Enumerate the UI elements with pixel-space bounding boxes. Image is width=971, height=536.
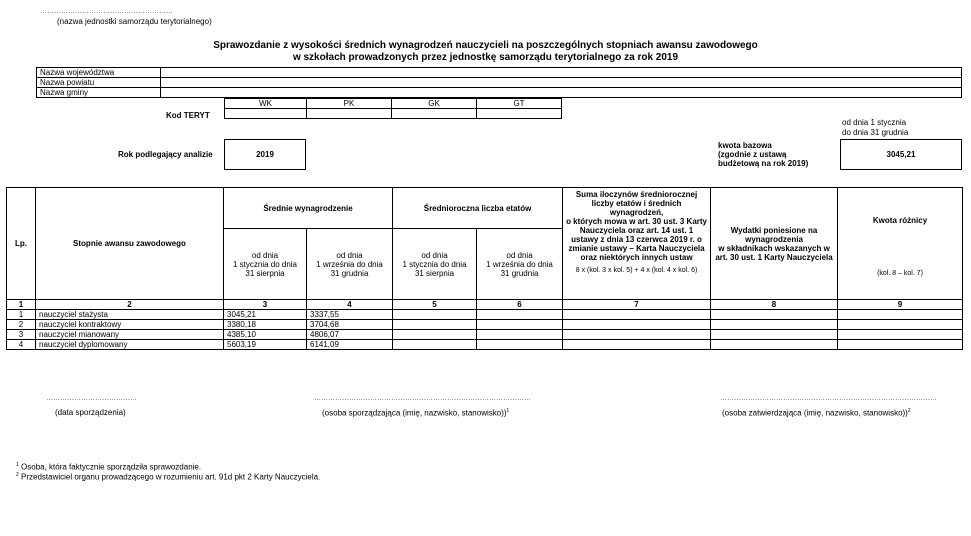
teryt-field-gt[interactable] — [477, 109, 562, 119]
header-srednioroczna-liczba: Średnioroczna liczba etatów — [393, 188, 563, 229]
base-label-line3: budżetową na rok 2019) — [718, 159, 809, 168]
cell-col6[interactable] — [477, 330, 563, 340]
col-number: 8 — [711, 300, 838, 310]
year-field[interactable] — [224, 139, 306, 170]
footnote-2 — [16, 472, 320, 482]
date-dots: ………………………………… — [46, 395, 137, 402]
author-caption — [322, 408, 509, 418]
cell-col9[interactable] — [838, 320, 963, 330]
row-stopien: nauczyciel kontraktowy — [36, 320, 224, 330]
cell-col6[interactable] — [477, 310, 563, 320]
commune-field[interactable] — [161, 88, 962, 98]
teryt-table — [224, 98, 562, 119]
cell-col9[interactable] — [838, 310, 963, 320]
cell-col8[interactable] — [711, 330, 838, 340]
unit-name-caption: (nazwa jednostki samorządu terytorialnego) — [57, 17, 212, 26]
approver-footnote-mark: 2 — [907, 408, 911, 414]
voivodeship-field[interactable] — [161, 68, 962, 78]
teryt-header-pk: PK — [307, 99, 392, 109]
report-title-line2: w szkołach prowadzonych przez jednostkę samorządu terytorialnego za rok 2019 — [292, 52, 679, 63]
teryt-header-wk: WK — [225, 99, 307, 109]
cell-col8[interactable] — [711, 310, 838, 320]
cell-col4[interactable]: 3704,68 — [307, 320, 393, 330]
col-number: 4 — [307, 300, 393, 310]
year-label: Rok podlegający analizie — [118, 150, 213, 159]
base-amount-label — [718, 141, 808, 168]
cell-col3[interactable]: 4385,10 — [224, 330, 307, 340]
table-row — [7, 310, 963, 320]
base-label-line2: (zgodnie z ustawą — [718, 150, 787, 159]
cell-col5[interactable] — [393, 320, 477, 330]
row-stopien: nauczyciel dyplomowany — [36, 340, 224, 350]
teryt-field-pk[interactable] — [307, 109, 392, 119]
salary-table — [6, 187, 963, 350]
base-period-line2: do dnia 31 grudnia — [842, 128, 909, 137]
cell-col4[interactable]: 4806,07 — [307, 330, 393, 340]
header-kwota-roznicy — [838, 188, 963, 300]
cell-col9[interactable] — [838, 340, 963, 350]
cell-col6[interactable] — [477, 320, 563, 330]
approver-caption — [722, 408, 911, 418]
base-period — [842, 118, 908, 138]
cell-col4[interactable]: 3337,55 — [307, 310, 393, 320]
cell-col7[interactable] — [563, 310, 711, 320]
row-lp: 3 — [7, 330, 36, 340]
row-lp: 1 — [7, 310, 36, 320]
footnote-1-text: Osoba, która faktycznie sporządziła sprawozdanie. — [21, 462, 202, 472]
author-dots: ………………………………………………………………………………… — [314, 395, 531, 402]
teryt-header-gk: GK — [392, 99, 477, 109]
county-label: Nazwa powiatu — [37, 78, 161, 88]
author-caption-text: (osoba sporządzająca (imię, nazwisko, stanowisko)) — [322, 408, 507, 418]
col-number: 3 — [224, 300, 307, 310]
header-lp: Lp. — [7, 188, 36, 300]
col-number: 6 — [477, 300, 563, 310]
unit-name-dots: ………………………………………………… — [40, 8, 173, 15]
teryt-header-gt: GT — [477, 99, 562, 109]
cell-col8[interactable] — [711, 320, 838, 330]
cell-col6[interactable] — [477, 340, 563, 350]
base-amount-field[interactable] — [840, 139, 962, 170]
footnote-1-mark: 1 — [16, 462, 19, 468]
header-sub-6: od dnia 1 września do dnia 31 grudnia — [477, 229, 563, 300]
header-kwota-formula: (kol. 8 – kol. 7) — [877, 269, 923, 277]
county-field[interactable] — [161, 78, 962, 88]
cell-col5[interactable] — [393, 330, 477, 340]
row-lp: 2 — [7, 320, 36, 330]
base-label-line1: kwota bazowa — [718, 141, 772, 150]
approver-caption-text: (osoba zatwierdzająca (imię, nazwisko, stanowisko)) — [722, 408, 908, 418]
header-suma-iloczynow — [563, 188, 711, 300]
row-stopien: nauczyciel stażysta — [36, 310, 224, 320]
header-suma-formula: 8 x (kol. 3 x kol. 5) + 4 x (kol. 4 x kol. 6) — [575, 267, 698, 274]
header-wydatki: Wydatki poniesione na wynagrodzenia w składnikach wskazanych w art. 30 ust. 1 Karty Nauczyciela — [711, 188, 838, 300]
base-period-line1: od dnia 1 stycznia — [842, 118, 907, 127]
date-caption: (data sporządzenia) — [55, 408, 126, 417]
column-number-row — [7, 300, 963, 310]
table-row — [7, 340, 963, 350]
header-suma-text: Suma iloczynów średniorocznej liczby etatów i średnich wynagrodzeń, o których mowa w art. 30 ust. 3 Karty Nauczyciela oraz art. 14 ust. 1 ustawy z dnia 13 czerwca 2019 r. o zmianie ustawy – Karta Nauczyciela oraz niektórych innych ustaw — [566, 190, 707, 262]
table-row — [7, 320, 963, 330]
cell-col3[interactable]: 5603,19 — [224, 340, 307, 350]
approver-dots: ………………………………………………………………………………… — [720, 395, 937, 402]
header-kwota-text: Kwota różnicy — [872, 215, 928, 225]
base-amount-value: 3045,21 — [886, 150, 916, 159]
header-sub-3: od dnia 1 stycznia do dnia 31 sierpnia — [224, 229, 307, 300]
header-srednie-wynagrodzenie: Średnie wynagrodzenie — [224, 188, 393, 229]
teryt-field-wk[interactable] — [225, 109, 307, 119]
header-stopnie: Stopnie awansu zawodowego — [36, 188, 224, 300]
report-title-line1: Sprawozdanie z wysokości średnich wynagrodzeń nauczycieli na poszczególnych stopniach awansu zawodowego — [213, 40, 758, 51]
header-sub-5: od dnia 1 stycznia do dnia 31 sierpnia — [393, 229, 477, 300]
cell-col3[interactable]: 3380,18 — [224, 320, 307, 330]
year-value: 2019 — [256, 150, 274, 159]
cell-col4[interactable]: 6141,09 — [307, 340, 393, 350]
footnote-1 — [16, 462, 201, 472]
row-stopien: nauczyciel mianowany — [36, 330, 224, 340]
location-table — [36, 67, 962, 98]
cell-col5[interactable] — [393, 340, 477, 350]
cell-col5[interactable] — [393, 310, 477, 320]
col-number: 2 — [36, 300, 224, 310]
teryt-field-gk[interactable] — [392, 109, 477, 119]
cell-col9[interactable] — [838, 330, 963, 340]
header-sub-4: od dnia 1 września do dnia 31 grudnia — [307, 229, 393, 300]
cell-col7[interactable] — [563, 340, 711, 350]
table-row — [7, 330, 963, 340]
commune-label: Nazwa gminy — [37, 88, 161, 98]
col-number: 9 — [838, 300, 963, 310]
teryt-label: Kod TERYT — [166, 111, 210, 120]
cell-col3[interactable]: 3045,21 — [224, 310, 307, 320]
cell-col7[interactable] — [563, 330, 711, 340]
author-footnote-mark: 1 — [506, 408, 510, 414]
footnote-2-mark: 2 — [16, 472, 19, 478]
col-number: 7 — [563, 300, 711, 310]
col-number: 1 — [7, 300, 36, 310]
cell-col7[interactable] — [563, 320, 711, 330]
voivodeship-label: Nazwa województwa — [37, 68, 161, 78]
col-number: 5 — [393, 300, 477, 310]
row-lp: 4 — [7, 340, 36, 350]
footnote-2-text: Przedstawiciel organu prowadzącego w rozumieniu art. 91d pkt 2 Karty Nauczyciela. — [21, 472, 321, 482]
cell-col8[interactable] — [711, 340, 838, 350]
